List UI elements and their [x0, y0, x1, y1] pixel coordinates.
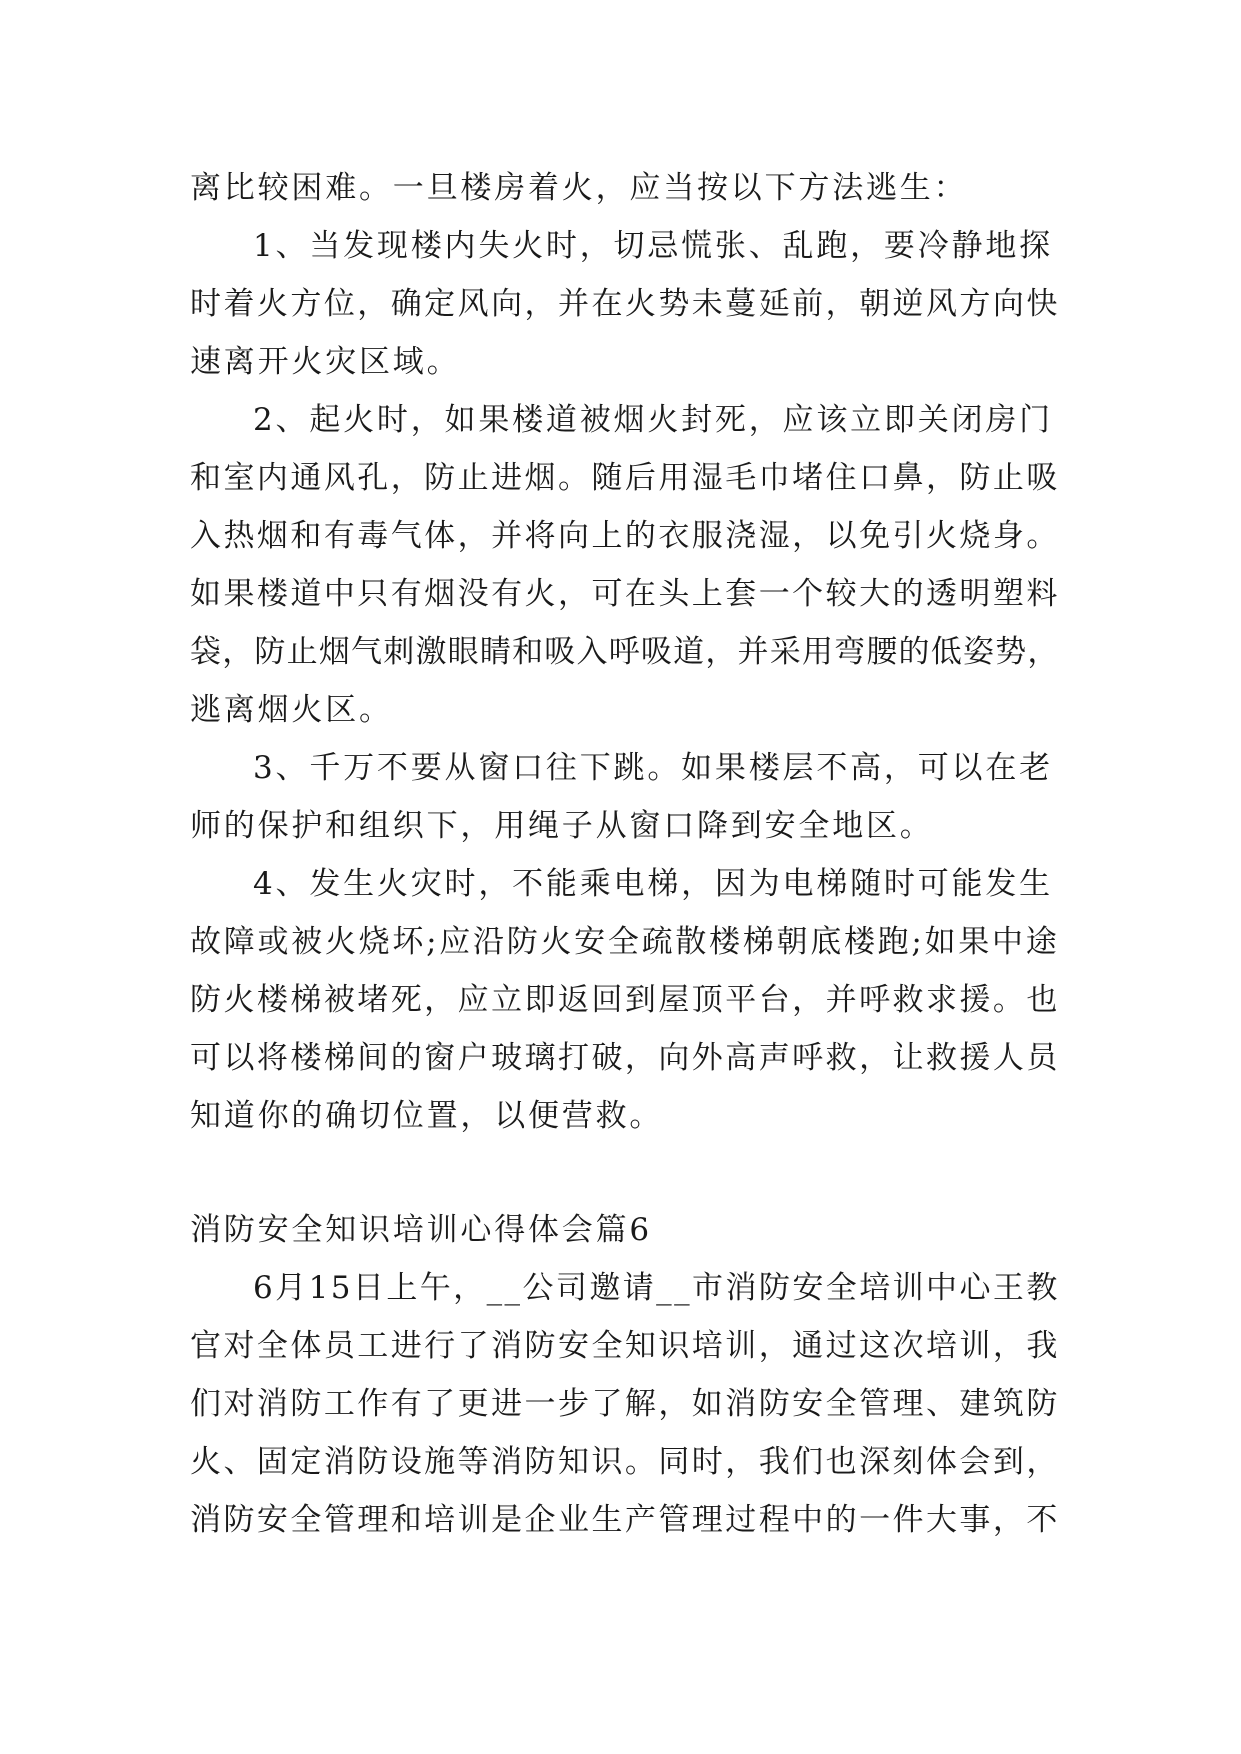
text-line: 官对全体员工进行了消防安全知识培训，通过这次培训，我	[190, 1328, 1060, 1364]
text-line: 逃离烟火区。	[190, 692, 393, 728]
text-line: 可以将楼梯间的窗户玻璃打破，向外高声呼救，让救援人员	[190, 1040, 1060, 1076]
text-line: 1、当发现楼内失火时，切忌慌张、乱跑，要冷静地探	[253, 228, 1053, 264]
text-line: 3、千万不要从窗口往下跳。如果楼层不高，可以在老	[253, 750, 1053, 786]
text-line: 知道你的确切位置，以便营救。	[190, 1098, 664, 1134]
text-line: 师的保护和组织下，用绳子从窗口降到安全地区。	[190, 808, 934, 844]
text-line: 袋，防止烟气刺激眼睛和吸入呼吸道，并采用弯腰的低姿势，	[190, 634, 1060, 670]
text-line: 们对消防工作有了更进一步了解，如消防安全管理、建筑防	[190, 1386, 1060, 1422]
text-line: 如果楼道中只有烟没有火，可在头上套一个较大的透明塑料	[190, 576, 1060, 612]
text-line: 防火楼梯被堵死，应立即返回到屋顶平台，并呼救求援。也	[190, 982, 1060, 1018]
text-line: 消防安全管理和培训是企业生产管理过程中的一件大事，不	[190, 1502, 1060, 1538]
text-line: 故障或被火烧坏;应沿防火安全疏散楼梯朝底楼跑;如果中途	[190, 924, 1060, 960]
text-line: 2、起火时，如果楼道被烟火封死，应该立即关闭房门	[253, 402, 1053, 438]
text-line: 离比较困难。一旦楼房着火，应当按以下方法逃生：	[190, 170, 968, 206]
text-line: 4、发生火灾时，不能乘电梯，因为电梯随时可能发生	[253, 866, 1053, 902]
text-line: 时着火方位，确定风向，并在火势未蔓延前，朝逆风方向快	[190, 286, 1060, 322]
text-line: 和室内通风孔，防止进烟。随后用湿毛巾堵住口鼻，防止吸	[190, 460, 1060, 496]
section-heading: 消防安全知识培训心得体会篇6	[190, 1212, 652, 1248]
text-line: 6月15日上午，__公司邀请__市消防安全培训中心王教	[253, 1270, 1060, 1306]
text-line: 火、固定消防设施等消防知识。同时，我们也深刻体会到，	[190, 1444, 1060, 1480]
text-line: 入热烟和有毒气体，并将向上的衣服浇湿，以免引火烧身。	[190, 518, 1060, 554]
text-line: 速离开火灾区域。	[190, 344, 461, 380]
